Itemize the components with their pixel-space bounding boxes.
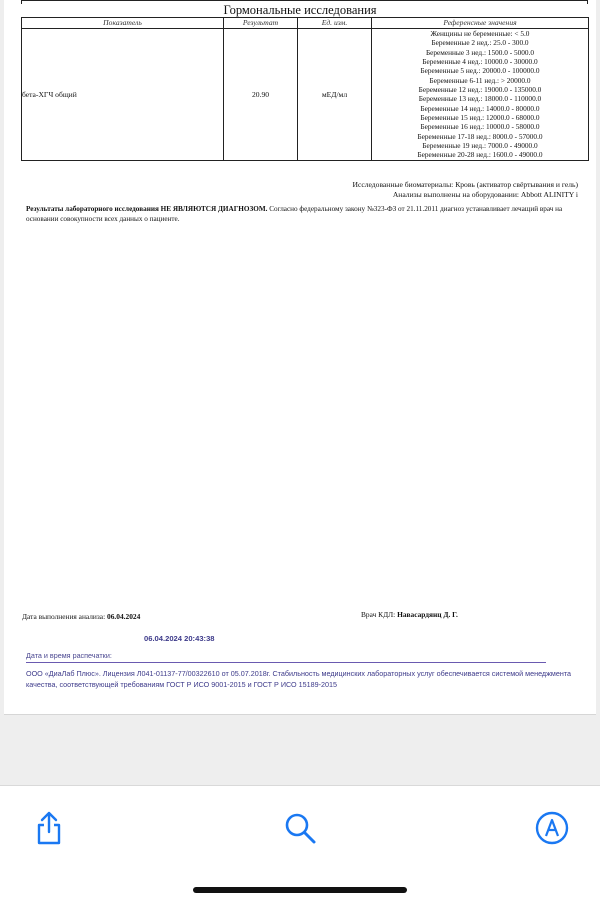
reference-line: Беременные 5 нед.: 20000.0 - 100000.0 xyxy=(420,66,540,76)
reference-line: Беременные 20-28 нед.: 1600.0 - 49000.0 xyxy=(417,150,543,160)
equipment-note: Анализы выполнены на оборудовании: Abbott ALINITY i xyxy=(392,190,578,199)
reference-line: Беременные 12 нед.: 19000.0 - 135000.0 xyxy=(418,85,542,95)
print-datetime: 06.04.2024 20:43:38 xyxy=(144,634,215,643)
table-header-row xyxy=(22,18,589,29)
table-row xyxy=(22,29,589,161)
reference-line: Беременные 3 нед.: 1500.0 - 5000.0 xyxy=(425,47,535,57)
reference-line: Беременные 13 нед.: 18000.0 - 110000.0 xyxy=(418,94,542,104)
unit-value: мЕД/мл xyxy=(298,29,372,161)
reference-line: Беременные 14 нед.: 14000.0 - 80000.0 xyxy=(420,103,540,113)
reference-line: Беременные 19 нед.: 7000.0 - 49000.0 xyxy=(422,141,538,151)
disclaimer-text: Согласно федеральному закону №323-ФЗ от 21.11.2011 диагноз устанавливает лечащий врач на основании совокупности всех данных о пациенте. xyxy=(26,205,563,223)
header-reference: Референсные значения xyxy=(372,18,589,29)
section-title: Гормональные исследования xyxy=(223,3,377,17)
markup-button[interactable] xyxy=(532,808,572,848)
analysis-date-value: 06.04.2024 xyxy=(107,612,141,621)
search-icon xyxy=(283,811,317,845)
reference-line: Беременные 2 нед.: 25.0 - 300.0 xyxy=(431,38,529,48)
header-result: Результат xyxy=(224,18,298,29)
reference-line: Беременные 15 нед.: 12000.0 - 68000.0 xyxy=(420,113,540,123)
document-page xyxy=(4,0,596,715)
home-indicator[interactable] xyxy=(193,887,407,893)
results-table xyxy=(21,17,589,161)
result-value: 20.90 xyxy=(224,29,298,161)
share-icon xyxy=(32,810,66,846)
footer-divider xyxy=(26,662,546,663)
reference-line: Женщины не беременные: < 5.0 xyxy=(430,29,530,38)
biomaterial-note: Исследованные биоматериалы: Кровь (активатор свёртывания и гель) xyxy=(352,180,578,189)
doctor-name: Навасардянц Д. Г. xyxy=(397,610,458,619)
reference-line: Беременные 4 нед.: 10000.0 - 30000.0 xyxy=(422,57,538,67)
header-unit: Ед. изм. xyxy=(298,18,372,29)
markup-icon xyxy=(535,811,569,845)
reference-values xyxy=(372,29,589,161)
doctor-label: Врач КДЛ: xyxy=(361,610,396,619)
reference-line: Беременные 17-18 нед.: 8000.0 - 57000.0 xyxy=(417,131,543,141)
header-indicator: Показатель xyxy=(22,18,224,29)
disclaimer-bold: Результаты лабораторного исследования НЕ ЯВЛЯЮТСЯ ДИАГНОЗОМ. xyxy=(26,205,268,213)
license-text: ООО «ДиаЛаб Плюс». Лицензия Л041-01137-77/00322610 от 05.07.2018г. Стабильность медицинских лабораторных услуг обеспечивается системой менеджмента качества, соответствующей требованиям ГОСТ Р ИСО 9001-2015 и ГОСТ Р ИСО 15189-2015 xyxy=(26,669,572,689)
share-button[interactable] xyxy=(29,808,69,848)
reference-line: Беременные 6-11 нед.: > 20000.0 xyxy=(429,75,531,85)
disclaimer xyxy=(26,204,588,224)
analysis-date-label: Дата выполнения анализа: xyxy=(22,612,106,621)
reference-line: Беременные 16 нед.: 10000.0 - 58000.0 xyxy=(420,122,540,132)
search-button[interactable] xyxy=(280,808,320,848)
doctor-signature xyxy=(361,610,458,619)
print-datetime-label: Дата и время распечатки: xyxy=(26,651,112,660)
analysis-date xyxy=(22,612,140,621)
indicator-name: бета-ХГЧ общий xyxy=(22,29,224,161)
